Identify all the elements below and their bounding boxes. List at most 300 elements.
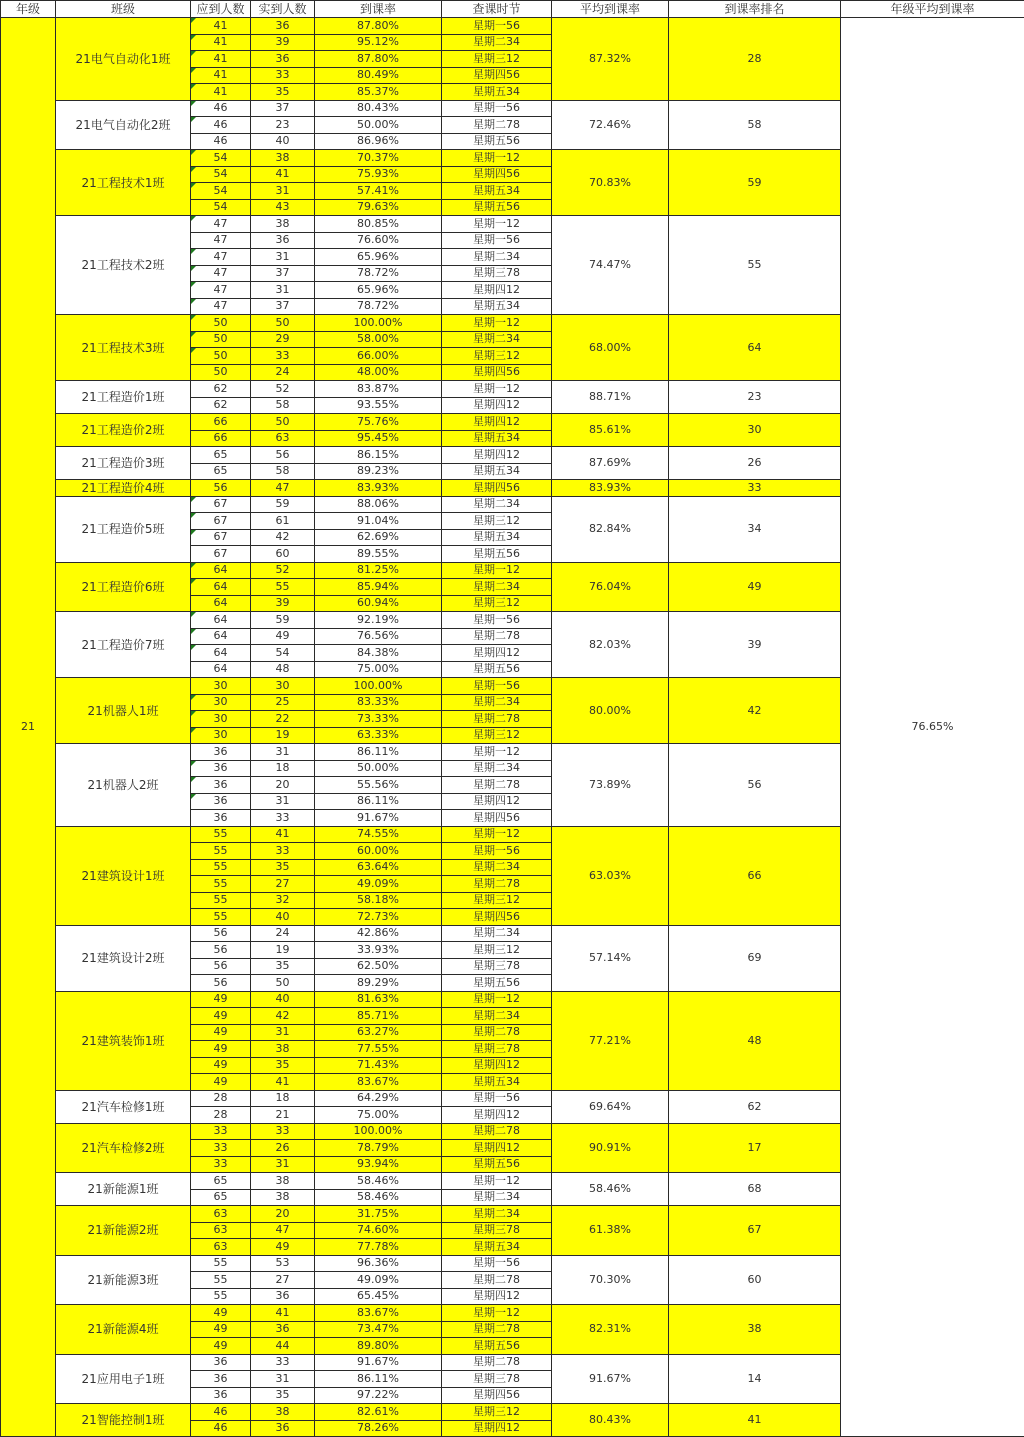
session-cell: 星期二34 [442, 1008, 552, 1025]
rate-cell: 77.78% [315, 1239, 442, 1256]
expected-count-cell: 65 [191, 463, 251, 480]
actual-count-cell: 54 [251, 645, 315, 662]
expected-count-cell: 36 [191, 1354, 251, 1371]
session-cell: 星期一12 [442, 315, 552, 332]
expected-count-cell: 67 [191, 546, 251, 563]
session-cell: 星期五56 [442, 661, 552, 678]
session-cell: 星期三78 [442, 1222, 552, 1239]
actual-count-cell: 42 [251, 529, 315, 546]
rate-cell: 82.61% [315, 1404, 442, 1421]
class-name-cell: 21工程技术2班 [56, 216, 191, 315]
rate-cell: 63.64% [315, 859, 442, 876]
rate-cell: 89.55% [315, 546, 442, 563]
session-cell: 星期五56 [442, 975, 552, 992]
class-name-cell: 21汽车检修1班 [56, 1090, 191, 1123]
actual-count-cell: 38 [251, 216, 315, 233]
rank-cell: 33 [669, 480, 841, 497]
actual-count-cell: 33 [251, 348, 315, 365]
rank-cell: 17 [669, 1123, 841, 1173]
actual-count-cell: 38 [251, 1404, 315, 1421]
class-name-cell: 21汽车检修2班 [56, 1123, 191, 1173]
class-name-cell: 21新能源4班 [56, 1305, 191, 1355]
class-name-cell: 21新能源1班 [56, 1173, 191, 1206]
rate-cell: 77.55% [315, 1041, 442, 1058]
rate-cell: 60.00% [315, 843, 442, 860]
class-name-cell: 21建筑装饰1班 [56, 991, 191, 1090]
session-cell: 星期五56 [442, 1156, 552, 1173]
actual-count-cell: 48 [251, 661, 315, 678]
session-cell: 星期一56 [442, 100, 552, 117]
rate-cell: 64.29% [315, 1090, 442, 1107]
header-row [1, 1, 1024, 18]
expected-count-cell: 64 [191, 628, 251, 645]
rate-cell: 86.11% [315, 793, 442, 810]
session-cell: 星期五34 [442, 84, 552, 101]
class-name-cell: 21工程造价5班 [56, 496, 191, 562]
actual-count-cell: 20 [251, 777, 315, 794]
expected-count-cell: 55 [191, 1288, 251, 1305]
rate-cell: 70.37% [315, 150, 442, 167]
session-cell: 星期二78 [442, 1024, 552, 1041]
session-cell: 星期一12 [442, 216, 552, 233]
rate-cell: 75.00% [315, 1107, 442, 1124]
actual-count-cell: 47 [251, 480, 315, 497]
expected-count-cell: 55 [191, 909, 251, 926]
header-avg-rate: 平均到课率 [552, 1, 669, 18]
session-cell: 星期二78 [442, 1272, 552, 1289]
avg-rate-cell: 80.43% [552, 1404, 669, 1437]
rank-cell: 14 [669, 1354, 841, 1404]
header-rank: 到课率排名 [669, 1, 841, 18]
actual-count-cell: 61 [251, 513, 315, 530]
rate-cell: 83.67% [315, 1305, 442, 1322]
session-cell: 星期一12 [442, 744, 552, 761]
expected-count-cell: 30 [191, 711, 251, 728]
rank-cell: 66 [669, 826, 841, 925]
expected-count-cell: 65 [191, 1189, 251, 1206]
session-cell: 星期二78 [442, 117, 552, 134]
expected-count-cell: 56 [191, 925, 251, 942]
expected-count-cell: 46 [191, 1404, 251, 1421]
rate-cell: 89.29% [315, 975, 442, 992]
rank-cell: 38 [669, 1305, 841, 1355]
session-cell: 星期四12 [442, 282, 552, 299]
rank-cell: 69 [669, 925, 841, 991]
rank-cell: 28 [669, 18, 841, 101]
session-cell: 星期一12 [442, 562, 552, 579]
rate-cell: 92.19% [315, 612, 442, 629]
expected-count-cell: 65 [191, 447, 251, 464]
actual-count-cell: 49 [251, 1239, 315, 1256]
grade-cell: 21 [1, 18, 56, 1437]
rate-cell: 66.00% [315, 348, 442, 365]
actual-count-cell: 41 [251, 826, 315, 843]
expected-count-cell: 49 [191, 1041, 251, 1058]
actual-count-cell: 33 [251, 1354, 315, 1371]
actual-count-cell: 52 [251, 381, 315, 398]
rate-cell: 97.22% [315, 1387, 442, 1404]
session-cell: 星期四56 [442, 810, 552, 827]
session-cell: 星期二78 [442, 1321, 552, 1338]
expected-count-cell: 36 [191, 1371, 251, 1388]
actual-count-cell: 27 [251, 1272, 315, 1289]
actual-count-cell: 24 [251, 364, 315, 381]
session-cell: 星期一12 [442, 1305, 552, 1322]
session-cell: 星期三78 [442, 958, 552, 975]
rate-cell: 63.33% [315, 727, 442, 744]
actual-count-cell: 33 [251, 67, 315, 84]
actual-count-cell: 42 [251, 1008, 315, 1025]
actual-count-cell: 44 [251, 1338, 315, 1355]
rate-cell: 49.09% [315, 876, 442, 893]
actual-count-cell: 35 [251, 1387, 315, 1404]
session-cell: 星期三12 [442, 513, 552, 530]
rate-cell: 93.55% [315, 397, 442, 414]
header-actual: 实到人数 [251, 1, 315, 18]
actual-count-cell: 52 [251, 562, 315, 579]
rank-cell: 23 [669, 381, 841, 414]
expected-count-cell: 63 [191, 1206, 251, 1223]
expected-count-cell: 66 [191, 430, 251, 447]
actual-count-cell: 31 [251, 249, 315, 266]
avg-rate-cell: 91.67% [552, 1354, 669, 1404]
expected-count-cell: 33 [191, 1140, 251, 1157]
avg-rate-cell: 63.03% [552, 826, 669, 925]
expected-count-cell: 56 [191, 942, 251, 959]
expected-count-cell: 49 [191, 1057, 251, 1074]
rate-cell: 86.15% [315, 447, 442, 464]
actual-count-cell: 37 [251, 298, 315, 315]
session-cell: 星期二34 [442, 579, 552, 596]
session-cell: 星期五34 [442, 430, 552, 447]
session-cell: 星期一56 [442, 18, 552, 35]
expected-count-cell: 49 [191, 1305, 251, 1322]
actual-count-cell: 35 [251, 958, 315, 975]
actual-count-cell: 33 [251, 1123, 315, 1140]
session-cell: 星期四12 [442, 397, 552, 414]
class-name-cell: 21智能控制1班 [56, 1404, 191, 1437]
actual-count-cell: 20 [251, 1206, 315, 1223]
expected-count-cell: 49 [191, 1338, 251, 1355]
actual-count-cell: 58 [251, 463, 315, 480]
rate-cell: 62.50% [315, 958, 442, 975]
actual-count-cell: 36 [251, 1420, 315, 1437]
rate-cell: 75.76% [315, 414, 442, 431]
actual-count-cell: 38 [251, 1041, 315, 1058]
rate-cell: 85.94% [315, 579, 442, 596]
rate-cell: 88.06% [315, 496, 442, 513]
expected-count-cell: 56 [191, 958, 251, 975]
rate-cell: 95.12% [315, 34, 442, 51]
actual-count-cell: 31 [251, 744, 315, 761]
avg-rate-cell: 72.46% [552, 100, 669, 150]
rate-cell: 85.71% [315, 1008, 442, 1025]
rate-cell: 65.45% [315, 1288, 442, 1305]
rate-cell: 65.96% [315, 249, 442, 266]
actual-count-cell: 56 [251, 447, 315, 464]
expected-count-cell: 30 [191, 678, 251, 695]
actual-count-cell: 38 [251, 1189, 315, 1206]
actual-count-cell: 31 [251, 282, 315, 299]
actual-count-cell: 59 [251, 496, 315, 513]
expected-count-cell: 54 [191, 199, 251, 216]
expected-count-cell: 46 [191, 100, 251, 117]
expected-count-cell: 47 [191, 232, 251, 249]
actual-count-cell: 63 [251, 430, 315, 447]
rate-cell: 100.00% [315, 315, 442, 332]
session-cell: 星期四56 [442, 1387, 552, 1404]
rate-cell: 33.93% [315, 942, 442, 959]
rate-cell: 73.47% [315, 1321, 442, 1338]
rank-cell: 39 [669, 612, 841, 678]
avg-rate-cell: 57.14% [552, 925, 669, 991]
rank-cell: 68 [669, 1173, 841, 1206]
session-cell: 星期三78 [442, 1371, 552, 1388]
rate-cell: 76.56% [315, 628, 442, 645]
actual-count-cell: 31 [251, 183, 315, 200]
session-cell: 星期三12 [442, 348, 552, 365]
expected-count-cell: 49 [191, 1008, 251, 1025]
session-cell: 星期二34 [442, 760, 552, 777]
rank-cell: 34 [669, 496, 841, 562]
rate-cell: 60.94% [315, 595, 442, 612]
avg-rate-cell: 82.03% [552, 612, 669, 678]
expected-count-cell: 36 [191, 777, 251, 794]
class-name-cell: 21工程造价2班 [56, 414, 191, 447]
actual-count-cell: 49 [251, 628, 315, 645]
expected-count-cell: 65 [191, 1173, 251, 1190]
rate-cell: 58.46% [315, 1173, 442, 1190]
expected-count-cell: 66 [191, 414, 251, 431]
rate-cell: 49.09% [315, 1272, 442, 1289]
actual-count-cell: 36 [251, 1288, 315, 1305]
rate-cell: 91.67% [315, 1354, 442, 1371]
rank-cell: 56 [669, 744, 841, 827]
class-name-cell: 21新能源2班 [56, 1206, 191, 1256]
expected-count-cell: 41 [191, 18, 251, 35]
actual-count-cell: 40 [251, 133, 315, 150]
rank-cell: 26 [669, 447, 841, 480]
actual-count-cell: 41 [251, 1305, 315, 1322]
expected-count-cell: 36 [191, 744, 251, 761]
actual-count-cell: 40 [251, 991, 315, 1008]
expected-count-cell: 49 [191, 991, 251, 1008]
expected-count-cell: 41 [191, 34, 251, 51]
session-cell: 星期三12 [442, 727, 552, 744]
avg-rate-cell: 87.69% [552, 447, 669, 480]
session-cell: 星期四12 [442, 1420, 552, 1437]
expected-count-cell: 36 [191, 760, 251, 777]
rate-cell: 73.33% [315, 711, 442, 728]
actual-count-cell: 37 [251, 100, 315, 117]
avg-rate-cell: 70.30% [552, 1255, 669, 1305]
table-row [1, 18, 1024, 35]
avg-rate-cell: 85.61% [552, 414, 669, 447]
session-cell: 星期三12 [442, 942, 552, 959]
actual-count-cell: 18 [251, 1090, 315, 1107]
expected-count-cell: 55 [191, 892, 251, 909]
rate-cell: 58.18% [315, 892, 442, 909]
session-cell: 星期四12 [442, 1288, 552, 1305]
actual-count-cell: 31 [251, 1156, 315, 1173]
class-name-cell: 21工程技术3班 [56, 315, 191, 381]
avg-rate-cell: 61.38% [552, 1206, 669, 1256]
actual-count-cell: 50 [251, 414, 315, 431]
rate-cell: 96.36% [315, 1255, 442, 1272]
expected-count-cell: 64 [191, 562, 251, 579]
rate-cell: 74.60% [315, 1222, 442, 1239]
actual-count-cell: 58 [251, 397, 315, 414]
rate-cell: 55.56% [315, 777, 442, 794]
expected-count-cell: 54 [191, 166, 251, 183]
actual-count-cell: 43 [251, 199, 315, 216]
expected-count-cell: 49 [191, 1074, 251, 1091]
class-name-cell: 21工程造价7班 [56, 612, 191, 678]
actual-count-cell: 30 [251, 678, 315, 695]
rate-cell: 86.11% [315, 744, 442, 761]
rate-cell: 78.79% [315, 1140, 442, 1157]
session-cell: 星期二34 [442, 249, 552, 266]
actual-count-cell: 32 [251, 892, 315, 909]
rate-cell: 89.23% [315, 463, 442, 480]
rate-cell: 79.63% [315, 199, 442, 216]
session-cell: 星期四56 [442, 480, 552, 497]
rank-cell: 67 [669, 1206, 841, 1256]
expected-count-cell: 50 [191, 315, 251, 332]
rate-cell: 80.43% [315, 100, 442, 117]
actual-count-cell: 47 [251, 1222, 315, 1239]
expected-count-cell: 50 [191, 364, 251, 381]
avg-rate-cell: 69.64% [552, 1090, 669, 1123]
actual-count-cell: 40 [251, 909, 315, 926]
expected-count-cell: 49 [191, 1024, 251, 1041]
class-name-cell: 21工程造价6班 [56, 562, 191, 612]
rate-cell: 57.41% [315, 183, 442, 200]
rank-cell: 49 [669, 562, 841, 612]
actual-count-cell: 19 [251, 727, 315, 744]
expected-count-cell: 33 [191, 1156, 251, 1173]
actual-count-cell: 31 [251, 1371, 315, 1388]
rate-cell: 87.80% [315, 51, 442, 68]
rate-cell: 58.00% [315, 331, 442, 348]
session-cell: 星期四56 [442, 166, 552, 183]
session-cell: 星期一56 [442, 1090, 552, 1107]
rate-cell: 76.60% [315, 232, 442, 249]
rank-cell: 30 [669, 414, 841, 447]
session-cell: 星期一12 [442, 150, 552, 167]
session-cell: 星期一12 [442, 826, 552, 843]
header-expected: 应到人数 [191, 1, 251, 18]
session-cell: 星期四12 [442, 1107, 552, 1124]
expected-count-cell: 64 [191, 645, 251, 662]
expected-count-cell: 50 [191, 348, 251, 365]
rate-cell: 74.55% [315, 826, 442, 843]
rank-cell: 62 [669, 1090, 841, 1123]
actual-count-cell: 29 [251, 331, 315, 348]
actual-count-cell: 41 [251, 166, 315, 183]
expected-count-cell: 47 [191, 249, 251, 266]
header-grade: 年级 [1, 1, 56, 18]
expected-count-cell: 49 [191, 1321, 251, 1338]
rate-cell: 91.67% [315, 810, 442, 827]
rate-cell: 48.00% [315, 364, 442, 381]
rate-cell: 75.00% [315, 661, 442, 678]
actual-count-cell: 18 [251, 760, 315, 777]
rate-cell: 87.80% [315, 18, 442, 35]
expected-count-cell: 64 [191, 579, 251, 596]
rate-cell: 86.11% [315, 1371, 442, 1388]
rate-cell: 62.69% [315, 529, 442, 546]
session-cell: 星期二34 [442, 1206, 552, 1223]
session-cell: 星期五34 [442, 298, 552, 315]
class-name-cell: 21建筑设计2班 [56, 925, 191, 991]
class-name-cell: 21应用电子1班 [56, 1354, 191, 1404]
actual-count-cell: 39 [251, 34, 315, 51]
session-cell: 星期四56 [442, 364, 552, 381]
session-cell: 星期一56 [442, 1255, 552, 1272]
class-name-cell: 21机器人2班 [56, 744, 191, 827]
actual-count-cell: 27 [251, 876, 315, 893]
rate-cell: 89.80% [315, 1338, 442, 1355]
rate-cell: 42.86% [315, 925, 442, 942]
rank-cell: 55 [669, 216, 841, 315]
avg-rate-cell: 88.71% [552, 381, 669, 414]
session-cell: 星期一56 [442, 232, 552, 249]
session-cell: 星期四56 [442, 67, 552, 84]
rate-cell: 83.87% [315, 381, 442, 398]
session-cell: 星期五34 [442, 1239, 552, 1256]
actual-count-cell: 21 [251, 1107, 315, 1124]
expected-count-cell: 47 [191, 298, 251, 315]
actual-count-cell: 19 [251, 942, 315, 959]
session-cell: 星期一12 [442, 381, 552, 398]
rank-cell: 60 [669, 1255, 841, 1305]
session-cell: 星期四12 [442, 1140, 552, 1157]
session-cell: 星期四12 [442, 1057, 552, 1074]
class-name-cell: 21电气自动化2班 [56, 100, 191, 150]
avg-rate-cell: 82.31% [552, 1305, 669, 1355]
expected-count-cell: 55 [191, 876, 251, 893]
expected-count-cell: 55 [191, 1255, 251, 1272]
class-name-cell: 21工程造价3班 [56, 447, 191, 480]
session-cell: 星期五56 [442, 546, 552, 563]
expected-count-cell: 62 [191, 381, 251, 398]
session-cell: 星期三12 [442, 51, 552, 68]
class-name-cell: 21工程造价1班 [56, 381, 191, 414]
rate-cell: 81.25% [315, 562, 442, 579]
session-cell: 星期四56 [442, 909, 552, 926]
avg-rate-cell: 83.93% [552, 480, 669, 497]
expected-count-cell: 36 [191, 1387, 251, 1404]
actual-count-cell: 55 [251, 579, 315, 596]
actual-count-cell: 37 [251, 265, 315, 282]
expected-count-cell: 63 [191, 1239, 251, 1256]
session-cell: 星期五56 [442, 133, 552, 150]
actual-count-cell: 33 [251, 810, 315, 827]
avg-rate-cell: 76.04% [552, 562, 669, 612]
actual-count-cell: 36 [251, 1321, 315, 1338]
actual-count-cell: 53 [251, 1255, 315, 1272]
actual-count-cell: 38 [251, 150, 315, 167]
actual-count-cell: 35 [251, 84, 315, 101]
actual-count-cell: 60 [251, 546, 315, 563]
session-cell: 星期二78 [442, 711, 552, 728]
actual-count-cell: 39 [251, 595, 315, 612]
actual-count-cell: 31 [251, 1024, 315, 1041]
expected-count-cell: 47 [191, 265, 251, 282]
expected-count-cell: 36 [191, 793, 251, 810]
session-cell: 星期三78 [442, 265, 552, 282]
